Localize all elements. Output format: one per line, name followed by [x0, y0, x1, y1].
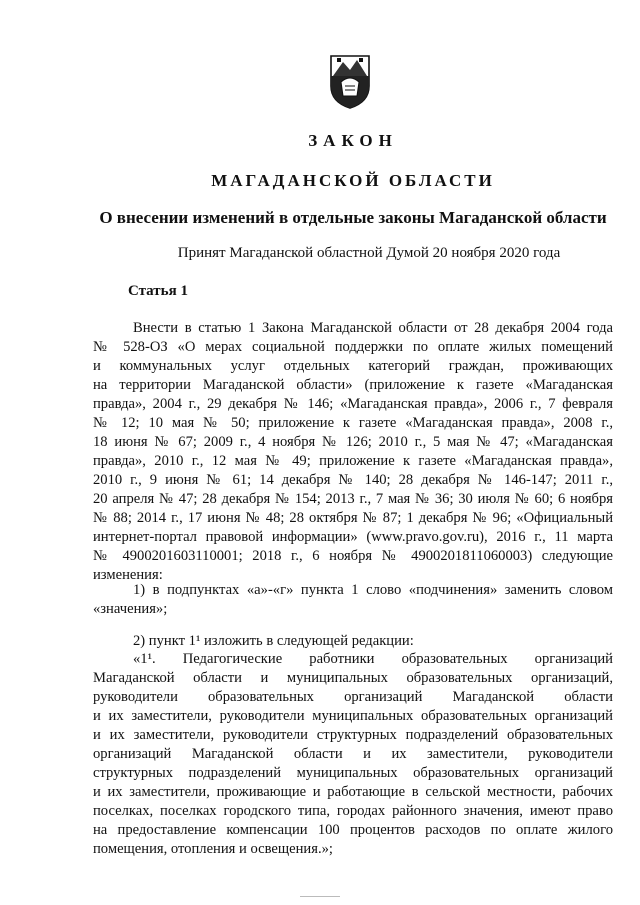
- text-line: правда», 2010 г., 12 мая № 49; приложение к газете «Магаданская правда»,: [93, 453, 613, 469]
- region-name: МАГАДАНСКОЙ ОБЛАСТИ: [211, 171, 495, 190]
- text-line: правда», 2004 г., 29 декабря № 146; «Магаданская правда», 2006 г., 7 февраля: [93, 396, 613, 412]
- text-line: № 528-ОЗ «О мерах социальной поддержки по оплате жилых помещений: [93, 339, 613, 355]
- text-line: «1¹. Педагогические работники образовательных организаций: [133, 651, 613, 667]
- text-line: 18 июня № 67; 2009 г., 4 ноября № 126; 2010 г., 5 мая № 47; «Магаданская: [93, 434, 613, 450]
- document-type: ЗАКОН: [308, 131, 398, 150]
- text-line: структурных подразделений муниципальных образовательных организаций: [93, 765, 613, 781]
- text-line: организаций Магаданской области и их заместители, руководители: [93, 746, 613, 762]
- text-line: и их заместители, руководители муниципальных образовательных организаций: [93, 708, 613, 724]
- text-line: 1) в подпунктах «а»-«г» пункта 1 слово «подчинения» заменить словом: [133, 582, 613, 598]
- text-line: 2010 г., 9 июня № 61; 14 декабря № 140; 28 декабря № 146-147; 2011 г.,: [93, 472, 613, 488]
- text-line: № 88; 2014 г., 17 июня № 48; 28 октября № 87; 1 декабря № 96; «Официальный: [93, 510, 613, 526]
- article-item-2-intro: [93, 632, 613, 651]
- text-line: поселках, поселках городского типа, городах районного значения, имеют право: [93, 803, 613, 819]
- text-line: «значения»;: [93, 601, 168, 617]
- article-paragraph-1: [93, 319, 613, 585]
- text-line: помещения, отопления и освещения.»;: [93, 841, 333, 857]
- text-line: № 12; 10 мая № 50; приложение к газете «Магаданская правда», 2008 г.,: [93, 415, 613, 431]
- page-divider: [300, 896, 340, 897]
- text-line: и их заместители, руководители структурных подразделений образовательных: [93, 727, 613, 743]
- text-line: № 4900201603110001; 2018 г., 6 ноября № 4900201811060003) следующие: [93, 548, 613, 564]
- text-line: на предоставление компенсации 100 процентов расходов по оплате жилого: [93, 822, 613, 838]
- text-line: и коммунальных услуг отдельных категорий граждан, проживающих: [93, 358, 613, 374]
- text-line: интернет-портал правовой информации» (www.pravo.gov.ru), 2016 г., 11 марта: [93, 529, 613, 545]
- text-line: руководители образовательных организаций Магаданской области: [93, 689, 613, 705]
- text-line: 20 апреля № 47; 28 декабря № 154; 2013 г., 7 мая № 36; 30 июля № 60; 6 ноября: [93, 491, 613, 507]
- document-title: О внесении изменений в отдельные законы Магаданской области: [99, 208, 607, 227]
- text-line: на территории Магаданской области» (приложение к газете «Магаданская: [93, 377, 613, 393]
- text-line: 2) пункт 1¹ изложить в следующей редакции:: [133, 633, 414, 649]
- article-item-1: [93, 581, 613, 619]
- text-line: изменения:: [93, 567, 163, 583]
- text-line: и их заместители, проживающие и работающие в сельской местности, рабочих: [93, 784, 613, 800]
- text-line: Магаданской области и муниципальных образовательных организаций,: [93, 670, 613, 686]
- text-line: Внести в статью 1 Закона Магаданской области от 28 декабря 2004 года: [133, 320, 613, 336]
- magadan-coat-of-arms-icon: [327, 52, 373, 110]
- article-item-2-text: [93, 650, 613, 859]
- adoption-line: Принят Магаданской областной Думой 20 ноября 2020 года: [177, 245, 561, 261]
- article-heading: Статья 1: [128, 283, 188, 299]
